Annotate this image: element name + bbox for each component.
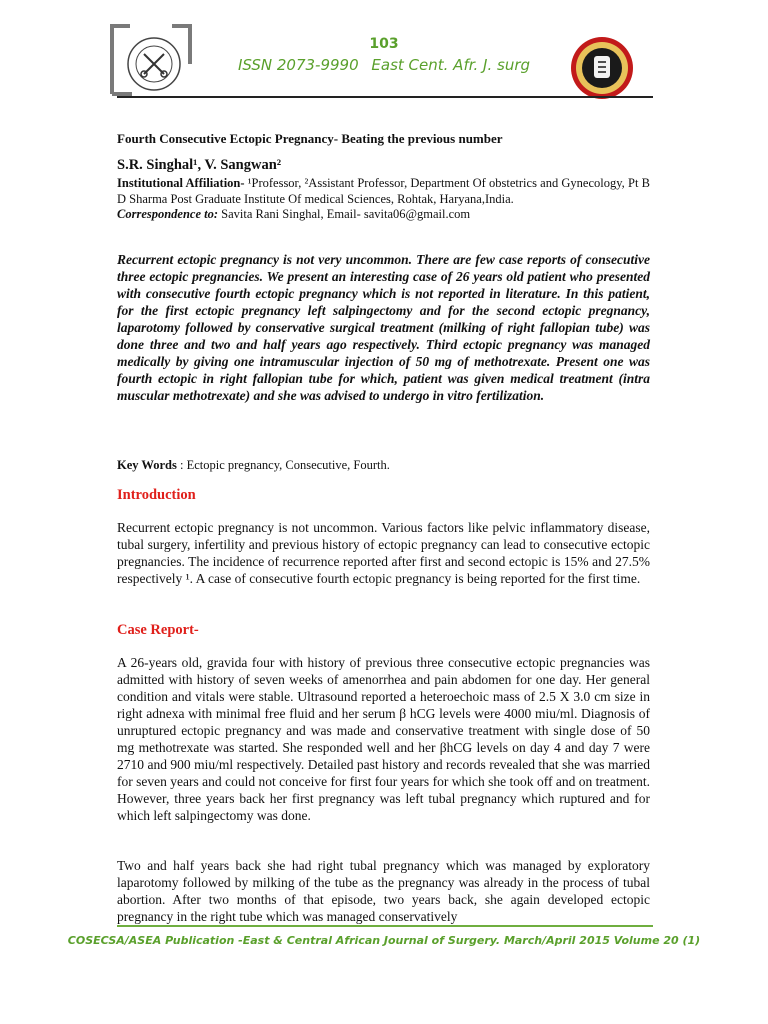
keywords-text: : Ectopic pregnancy, Consecutive, Fourth. bbox=[176, 458, 390, 472]
introduction-text: Recurrent ectopic pregnancy is not uncommon. Various factors like pelvic inflammatory disease, tubal surgery, infertility and previous history of ectopic pregnancy can lead to consecutive ectopic pregnancies. The incidence of recurrence reported after first and second ectopic is 15% and 27.5% respectively ¹. A case of consecutive fourth ectopic pregnancy is being reported for the first time. bbox=[117, 520, 650, 586]
case-report-heading: Case Report- bbox=[117, 622, 199, 638]
footer-citation: COSECSA/ASEA Publication -East & Central African Journal of Surgery. March/April 2015 Volume 20 (1) bbox=[67, 934, 701, 947]
journal-short-name: East Cent. Afr. J. surg bbox=[371, 56, 531, 74]
issn-journal-line bbox=[0, 56, 768, 74]
authors: S.R. Singhal¹, V. Sangwan² bbox=[117, 157, 282, 173]
abstract: Recurrent ectopic pregnancy is not very uncommon. There are few case reports of consecutive three ectopic pregnancies. We present an interesting case of 26 years old patient who presented with consecutive fourth ectopic pregnancy which is not reported in literature. In this patient, for the first ectopic pregnancy left salpingectomy and for the second ectopic pregnancy, laparotomy followed by conservative surgical treatment (milking of right fallopian tube) was done three and two and half years ago respectively. Third ectopic pregnancy was managed medically by giving one intramuscular injection of 50 mg of methotrexate. Present one was fourth ectopic in right fallopian tube for which, patient was given medical treatment (intra muscular methotrexate) and she was advised to undergo in vitro fertilization. bbox=[117, 252, 650, 403]
keywords bbox=[117, 458, 390, 473]
footer-rule bbox=[117, 925, 653, 927]
introduction-heading: Introduction bbox=[117, 487, 196, 503]
case-report-paragraph-1: A 26-years old, gravida four with history of previous three consecutive ectopic pregnancies was admitted with history of seven weeks of amenorrhea and pain abdomen for one day. Her general condition and vitals were stable. Ultrasound reported a heteroechoic mass of 2.5 X 3.0 cm size in right adnexa with minimal free fluid and her serum β hCG levels were 4000 miu/ml. Diagnosis of unruptured ectopic pregnancy and was made and conservative treatment with single dose of 50 mg methotrexate was started. She responded well and her βhCG levels on day 4 and day 7 were 2710 and 900 miu/ml respectively. Detailed past history and records revealed that she was married for seven years and could not conceive for first four years for which she took off and on treatment. However, three years back her first pregnancy was left tubal pregnancy which ruptured and for which left salpingectomy was done. bbox=[117, 655, 650, 823]
correspondence-text: Savita Rani Singhal, Email- savita06@gmail.com bbox=[218, 207, 471, 221]
keywords-label: Key Words bbox=[117, 458, 177, 472]
header-rule bbox=[117, 96, 653, 98]
correspondence-label: Correspondence to: bbox=[117, 207, 219, 221]
affiliation-text: ¹Professor, ²Assistant Professor, Department Of obstetrics and Gynecology, Pt B D Sharma Post Graduate Institute Of medical Sciences, Rohtak, Haryana,India. bbox=[117, 176, 650, 206]
article-title: Fourth Consecutive Ectopic Pregnancy- Beating the previous number bbox=[117, 131, 503, 146]
issn: ISSN 2073-9990 bbox=[237, 56, 359, 74]
correspondence bbox=[117, 207, 470, 222]
affiliation-label: Institutional Affiliation- bbox=[117, 176, 245, 190]
affiliation bbox=[117, 176, 650, 207]
page-number: 103 bbox=[369, 36, 399, 52]
case-report-paragraph-2: Two and half years back she had right tubal pregnancy which was managed by exploratory laparotomy followed by milking of the tube as the pregnancy was already in the process of tubal abortion. After two months of that episode, two years back, she again developed ectopic pregnancy in the right tube which was managed conservatively bbox=[117, 858, 650, 924]
